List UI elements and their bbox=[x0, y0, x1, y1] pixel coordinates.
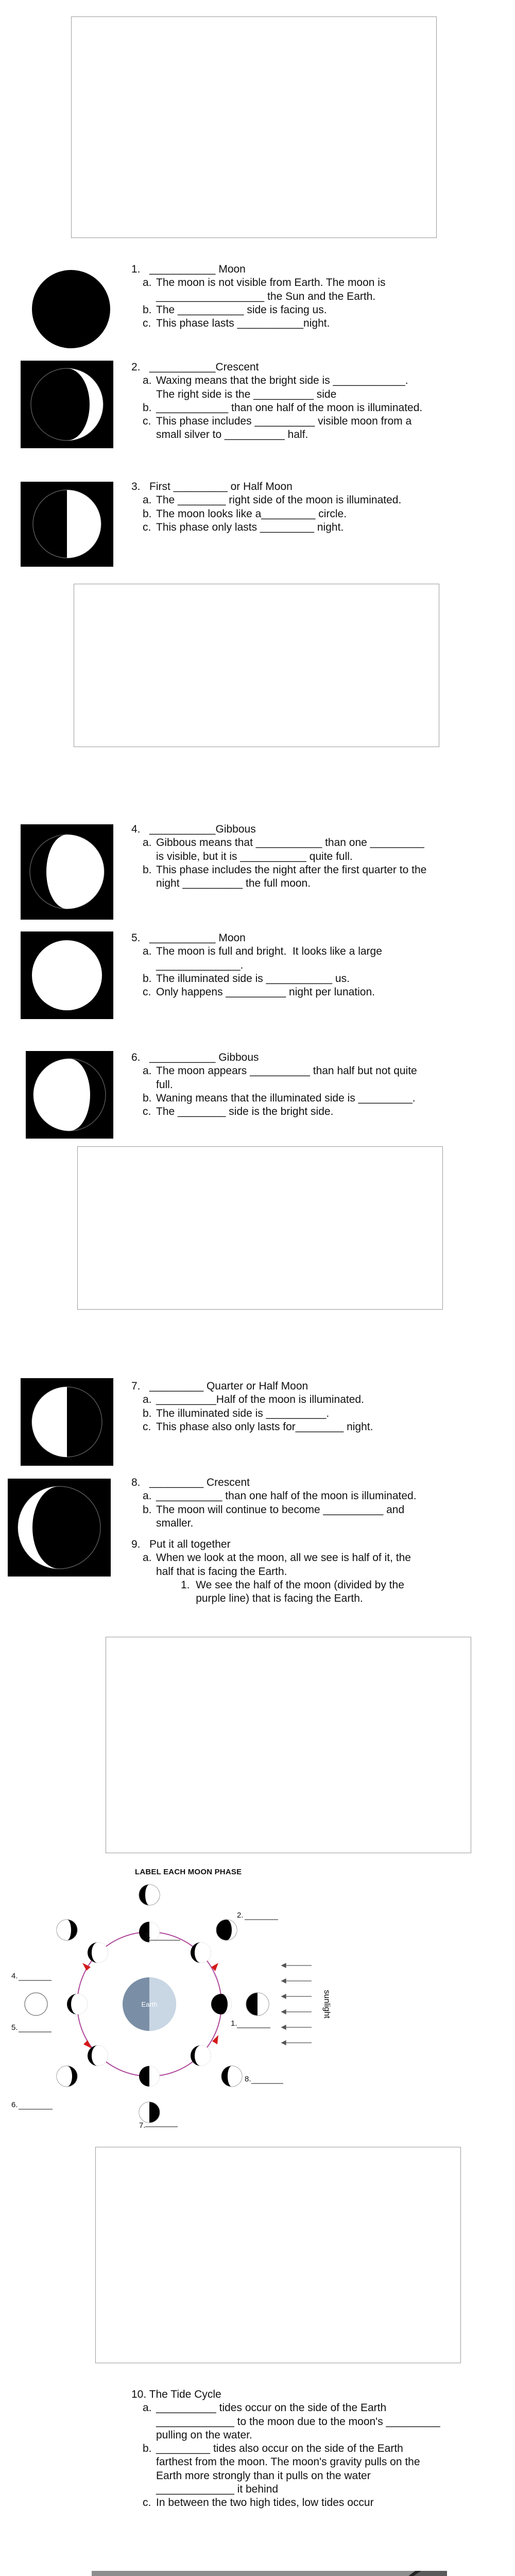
question-3-item: c. This phase only lasts _________ night. bbox=[143, 521, 344, 533]
question-8 bbox=[131, 1476, 502, 1530]
question-7-item: c. This phase also only lasts for________ night. bbox=[143, 1420, 373, 1433]
question-9 bbox=[131, 1538, 502, 1605]
question-1-heading: 1. ___________ Moon bbox=[131, 263, 246, 275]
question-6-item: c. The ________ side is the bright side. bbox=[143, 1106, 334, 1117]
phase-view-icon bbox=[139, 1885, 160, 1905]
question-2-item: c. This phase includes __________ visible moon from a small silver to __________ half. bbox=[143, 415, 412, 441]
question-10-item: b. _________ tides also occur on the side of the Earth farthest from the moon. The moon's gravity pulls on the Earth more strongly than it pulls on the water _____________ it behind bbox=[143, 2443, 420, 2495]
question-6-heading: 6. ___________ Gibbous bbox=[131, 1052, 259, 1063]
answer-box-5[interactable] bbox=[95, 2147, 461, 2363]
phase-view-icon bbox=[221, 2066, 242, 2087]
phase-view-icon bbox=[57, 2066, 77, 2087]
phase-view-icon bbox=[216, 1920, 237, 1940]
question-1-item: b. The ___________ side is facing us. bbox=[143, 303, 327, 316]
orbit-arrow-icon bbox=[212, 2035, 218, 2044]
question-2-item: a. Waxing means that the bright side is ____________. The right side is the __________ side bbox=[143, 375, 408, 400]
earth-label: Earth bbox=[141, 2001, 158, 2008]
question-3-item: a. The ________ right side of the moon is illuminated. bbox=[143, 494, 402, 506]
question-4 bbox=[131, 823, 502, 890]
orbit-arrow-icon bbox=[83, 2040, 92, 2048]
question-8-item: b. The moon will continue to become __________ and smaller. bbox=[143, 1503, 405, 1529]
waxing-crescent-image bbox=[21, 361, 113, 448]
phase-view-icon bbox=[57, 1920, 77, 1940]
question-5-item: c. Only happens __________ night per lunation. bbox=[143, 986, 375, 998]
new-moon-image bbox=[30, 268, 112, 350]
phase-diagram-title: LABEL EACH MOON PHASE bbox=[135, 1868, 242, 1876]
question-4-heading: 4. ___________Gibbous bbox=[131, 823, 256, 835]
answer-box-1[interactable] bbox=[71, 16, 437, 238]
question-3-heading: 3. First _________ or Half Moon bbox=[131, 481, 293, 493]
orbit-moon-icon bbox=[88, 2045, 108, 2066]
moon-phase-diagram bbox=[10, 1880, 381, 2128]
phase-view-icon bbox=[246, 1993, 269, 2015]
question-5-item: a. The moon is full and bright. It looks like a large ______________. bbox=[143, 945, 382, 971]
question-2 bbox=[131, 361, 502, 442]
phase-number-label: 7. bbox=[139, 2121, 146, 2128]
sunlight-label: sunlight bbox=[322, 1990, 331, 2019]
last-quarter-image bbox=[21, 1378, 113, 1466]
question-8-item: a. ___________ than one half of the moon is illuminated. bbox=[143, 1490, 417, 1502]
question-7-heading: 7. _________ Quarter or Half Moon bbox=[131, 1380, 308, 1392]
question-8-heading: 8. _________ Crescent bbox=[131, 1477, 250, 1488]
question-6-item: a. The moon appears __________ than half but not quite full. bbox=[143, 1065, 417, 1091]
phase-number-label: 4. bbox=[11, 1972, 18, 1980]
question-2-heading: 2. ___________Crescent bbox=[131, 361, 259, 373]
question-10 bbox=[131, 2388, 502, 2510]
question-9-subitem: 1. We see the half of the moon (divided by the purple line) that is facing the Earth. bbox=[181, 1579, 404, 1604]
answer-box-4[interactable] bbox=[106, 1637, 471, 1853]
first-quarter-image bbox=[21, 482, 113, 567]
sunlight-arrows bbox=[282, 1963, 312, 2045]
orbit-moon-icon bbox=[67, 1994, 88, 2014]
orbit-moon-icon bbox=[191, 2045, 211, 2066]
question-5-item: b. The illuminated side is ___________ us. bbox=[143, 972, 350, 985]
question-7-item: b. The illuminated side is __________. bbox=[143, 1407, 330, 1419]
waning-gibbous-image bbox=[26, 1051, 113, 1139]
phase-number-label: 3. bbox=[144, 1931, 151, 1940]
orbit-moon-icon bbox=[88, 1942, 108, 1963]
question-9-heading: 9. Put it all together bbox=[131, 1538, 231, 1550]
waning-crescent-image bbox=[8, 1479, 111, 1577]
question-6 bbox=[131, 1051, 502, 1118]
answer-box-3[interactable] bbox=[77, 1146, 443, 1310]
phase-number-label: 5. bbox=[11, 2023, 18, 2032]
phase-number-label: 2. bbox=[237, 1911, 244, 1920]
question-9-item: a. When we look at the moon, all we see is half of it, the half that is facing the Earth. bbox=[143, 1552, 411, 1578]
full-moon-image bbox=[21, 931, 113, 1019]
question-3-item: b. The moon looks like a_________ circle. bbox=[143, 507, 347, 520]
question-7-item: a. __________Half of the moon is illuminated. bbox=[143, 1394, 364, 1406]
question-5-heading: 5. ___________ Moon bbox=[131, 932, 246, 944]
question-10-item: a. __________ tides occur on the side of the Earth _____________ to the moon due to the moon's _________ pulling on the water. bbox=[143, 2402, 440, 2441]
phase-view-icon bbox=[25, 1993, 47, 2015]
phase-number-label: 6. bbox=[11, 2100, 18, 2109]
question-10-heading: 10. The Tide Cycle bbox=[131, 2388, 221, 2400]
question-7 bbox=[131, 1380, 502, 1434]
question-5 bbox=[131, 931, 502, 999]
orbit-moon-icon bbox=[139, 2066, 160, 2087]
phase-view-icon bbox=[139, 2102, 160, 2123]
question-10-item: c. In between the two high tides, low tides occur bbox=[143, 2497, 374, 2509]
question-1 bbox=[131, 263, 502, 330]
question-6-item: b. Waning means that the illuminated side is _________. bbox=[143, 1092, 416, 1104]
phase-number-label: 8. bbox=[245, 2075, 251, 2083]
orbit-moon-icon bbox=[191, 1942, 211, 1963]
orbit-moon-icon bbox=[211, 1994, 232, 2014]
tide-diagram bbox=[92, 2571, 447, 2576]
question-3 bbox=[131, 480, 502, 534]
question-1-item: a. The moon is not visible from Earth. The moon is __________________ the Sun and the Earth. bbox=[143, 277, 386, 302]
question-2-item: b. ____________ than one half of the moon is illuminated. bbox=[143, 401, 423, 414]
question-4-item: a. Gibbous means that ___________ than one _________ is visible, but it is ___________ quite full. bbox=[143, 837, 424, 862]
question-4-item: b. This phase includes the night after the first quarter to the night __________ the full moon. bbox=[143, 863, 427, 889]
waxing-gibbous-image bbox=[21, 824, 113, 920]
question-1-item: c. This phase lasts ___________night. bbox=[143, 317, 330, 329]
phase-number-label: 1. bbox=[231, 2019, 237, 2028]
answer-box-2[interactable] bbox=[74, 584, 439, 747]
orbit-arrow-icon bbox=[211, 1963, 218, 1971]
